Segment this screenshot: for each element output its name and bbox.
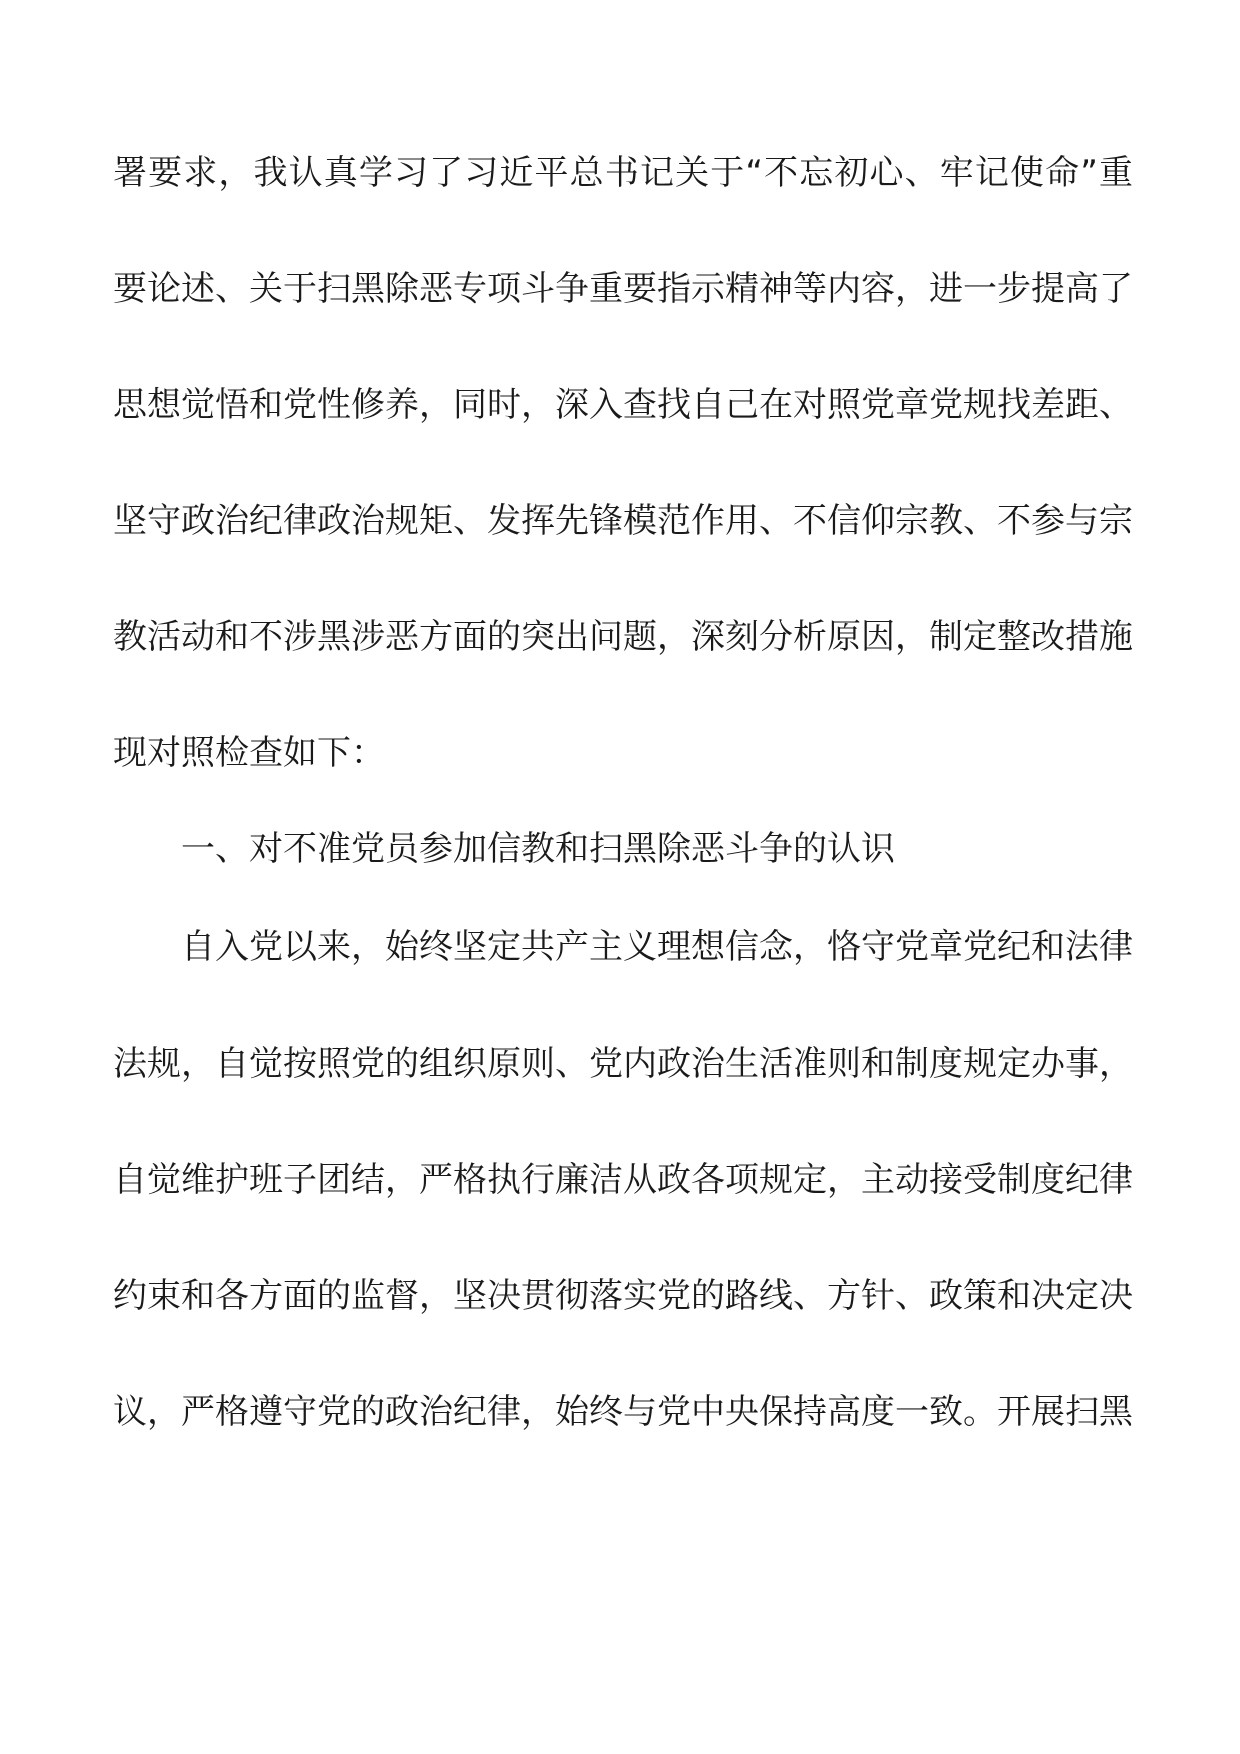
text-line-5: 教活动和不涉黑涉恶方面的突出问题，深刻分析原因，制定整改措施: [113, 617, 1133, 657]
text-line-10: 自觉维护班子团结，严格执行廉洁从政各项规定，主动接受制度纪律: [113, 1160, 1133, 1200]
text-line-2: 要论述、关于扫黑除恶专项斗争重要指示精神等内容，进一步提高了: [113, 269, 1133, 309]
text-line-6: 现对照检查如下：: [113, 733, 385, 773]
text-line-9: 法规，自觉按照党的组织原则、党内政治生活准则和制度规定办事，: [113, 1044, 1133, 1084]
text-line-3: 思想觉悟和党性修养，同时，深入查找自己在对照党章党规找差距、: [113, 385, 1133, 425]
paragraph-first-line: 自入党以来，始终坚定共产主义理想信念，恪守党章党纪和法律: [181, 927, 1133, 967]
text-line-11: 约束和各方面的监督，坚决贯彻落实党的路线、方针、政策和决定决: [113, 1276, 1133, 1316]
text-line-12: 议，严格遵守党的政治纪律，始终与党中央保持高度一致。开展扫黑: [113, 1392, 1133, 1432]
text-line-4: 坚守政治纪律政治规矩、发挥先锋模范作用、不信仰宗教、不参与宗: [113, 501, 1133, 541]
section-heading: 一、对不准党员参加信教和扫黑除恶斗争的认识: [181, 829, 895, 869]
text-line-1: 署要求，我认真学习了习近平总书记关于“不忘初心、牢记使命”重: [113, 153, 1133, 193]
